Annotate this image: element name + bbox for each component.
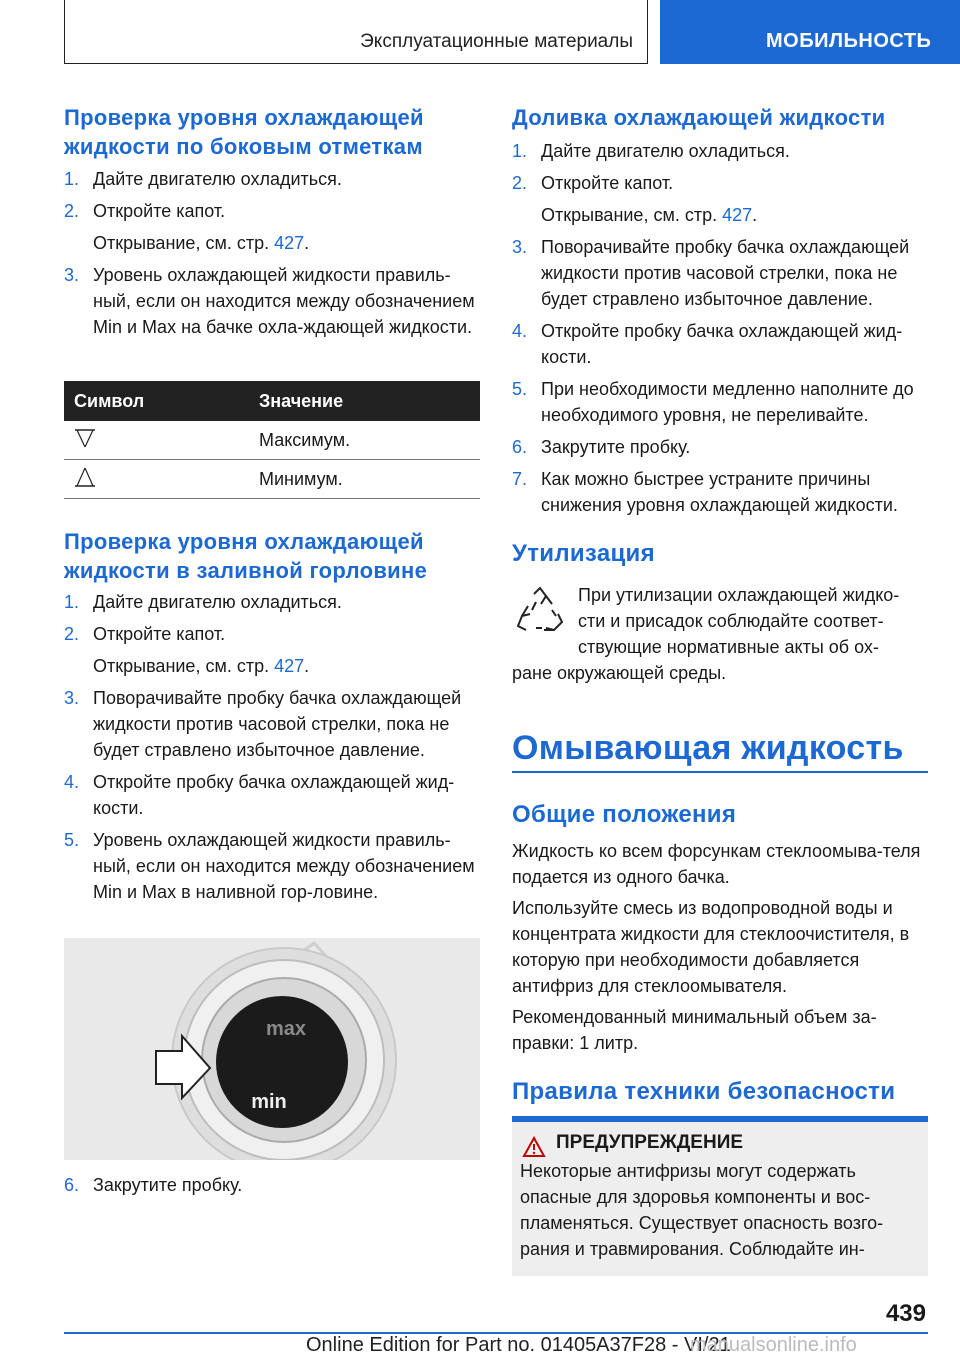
disposal-title: Утилизация: [512, 540, 655, 567]
sec2-final-step: [64, 1172, 480, 1198]
title-rule: [512, 771, 928, 773]
general-para-2: Используйте смесь из водопроводной воды и концентрата жидкости для стеклоочистителя, в которую при необходимости добавляется антифриз для стеклоомывателя.: [512, 898, 910, 996]
watermark-text: manualsonline.info: [690, 1334, 857, 1356]
filler-neck-photo: [64, 938, 480, 1160]
page-link[interactable]: 427: [722, 205, 753, 225]
safety-title: Правила техники безопасности: [512, 1078, 896, 1105]
disposal-text: При утилизации охлаждающей жидко- сти и присадок соблюдайте соответ- ствующие нормативные акты об ох-: [578, 585, 900, 657]
general-title: Общие положения: [512, 801, 737, 828]
list-item: 2. Откройте капот.: [64, 624, 226, 644]
sec1-title: Проверка уровня охлаждающей жидкости по боковым отметкам: [64, 105, 424, 159]
list-item: 6. Закрутите пробку.: [64, 1175, 243, 1195]
table-row: Максимум.: [64, 421, 480, 460]
page-link[interactable]: 427: [274, 233, 305, 253]
header-bar: [64, 0, 648, 64]
table-header-symbol: Символ: [64, 381, 249, 421]
edition-text: Online Edition for Part no. 01405A37F28 - VI/21: [306, 1334, 731, 1356]
list-item: 5. Уровень охлаждающей жидкости правиль-ный, если он находится между обозначением Min и Max в наливной гор-ловине.: [64, 830, 475, 902]
list-item: 3. Уровень охлаждающей жидкости правиль-ный, если он находится между обозначением Min и Max на бачке охла-ждающей жидкости.: [64, 265, 475, 337]
warning-box: [512, 1116, 928, 1276]
washer-title: Омывающая жидкость: [512, 729, 904, 767]
chapter-title: Эксплуатационные материалы: [360, 31, 633, 52]
list-item: 3. Поворачивайте пробку бачка охлаждающей жидкости против часовой стрелки, пока не будет стравлено избыточное давление.: [64, 688, 462, 760]
open-reference: Открывание, см. стр. 427.: [93, 656, 310, 676]
sec1-steps: [64, 166, 480, 340]
warning-text: Некоторые антифризы могут содержать опасные для здоровья компоненты и вос-пламеняться. Существует опасность возго-рания и травмирования. Соблюдайте ин-: [520, 1161, 884, 1259]
list-item: 7. Как можно быстрее устраните причины снижения уровня охлаждающей жидкости.: [512, 469, 898, 515]
list-item: 1. Дайте двигателю охладиться.: [64, 169, 342, 189]
list-item: 1. Дайте двигателю охладиться.: [512, 141, 790, 161]
sec3-steps: [512, 138, 928, 518]
section-label: МОБИЛЬНОСТЬ: [766, 30, 932, 52]
disposal-text-tail: ране окружающей среды.: [512, 663, 727, 683]
table-row: Минимум.: [64, 460, 480, 499]
table-header-meaning: Значение: [249, 381, 480, 421]
max-mark-icon: [64, 421, 249, 460]
warning-triangle-icon: [522, 1136, 546, 1163]
min-mark-icon: [64, 460, 249, 499]
list-item: 2. Откройте капот.: [64, 201, 226, 221]
list-item: 4. Откройте пробку бачка охлаждающей жид-кости.: [64, 772, 455, 818]
list-item: 2. Откройте капот.: [512, 173, 674, 193]
list-item: 4. Откройте пробку бачка охлаждающей жид-кости.: [512, 321, 903, 367]
sec2-title: Проверка уровня охлаждающей жидкости в заливной горловине: [64, 529, 428, 583]
general-para-3: Рекомендованный минимальный объем за-правки: 1 литр.: [512, 1007, 877, 1053]
warning-heading: ПРЕДУПРЕЖДЕНИЕ: [556, 1132, 744, 1153]
list-item: 5. При необходимости медленно наполните до необходимого уровня, не переливайте.: [512, 379, 914, 425]
list-item: 6. Закрутите пробку.: [512, 437, 691, 457]
general-para-1: Жидкость ко всем форсункам стеклоомыва-теля подается из одного бачка.: [512, 841, 921, 887]
min-label: min: [251, 1091, 287, 1113]
washer-header: [512, 727, 928, 773]
sec2-steps: [64, 589, 480, 905]
symbol-table: [64, 381, 480, 499]
section-tab[interactable]: [660, 0, 960, 64]
list-item: 3. Поворачивайте пробку бачка охлаждающей жидкости против часовой стрелки, пока не будет стравлено избыточное давление.: [512, 237, 910, 309]
open-reference: Открывание, см. стр. 427.: [93, 233, 310, 253]
recycle-icon: [512, 584, 568, 645]
page-number: 439: [885, 1300, 926, 1327]
list-item: 1. Дайте двигателю охладиться.: [64, 592, 342, 612]
page-link[interactable]: 427: [274, 656, 305, 676]
sec3-title: Доливка охлаждающей жидкости: [512, 105, 886, 130]
open-reference: Открывание, см. стр. 427.: [541, 205, 758, 225]
max-label: max: [265, 1018, 307, 1040]
